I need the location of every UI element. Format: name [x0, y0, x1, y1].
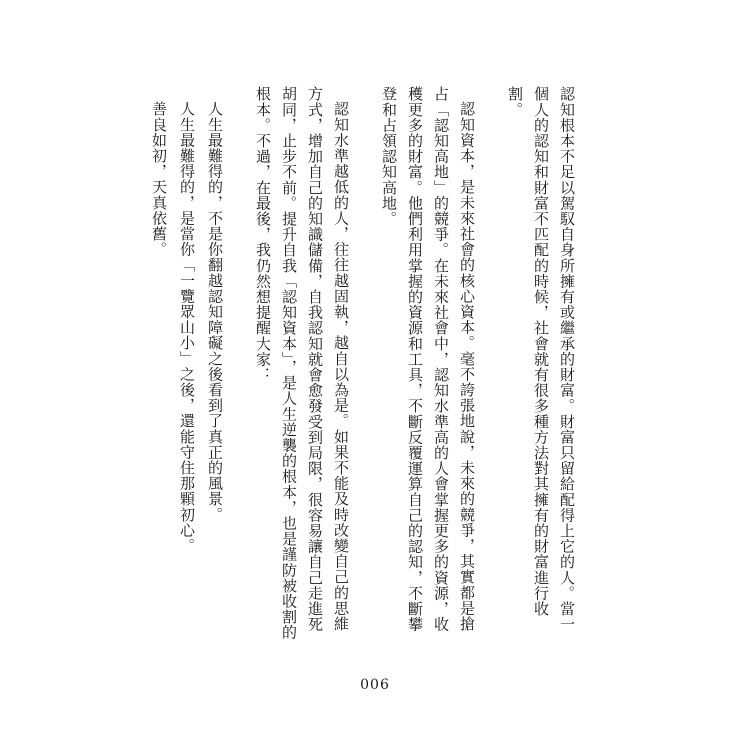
paragraph-6: 善良如初，天真依舊。	[150, 101, 168, 257]
paragraph-3: 認知水準越低的人，往往越固執，越自以為是。如果不能及時改變自己的思維方式，增加自己的知識儲備，自我認知就會愈發受到局限，很容易讓自己走進死胡同，止步不前。提升自我「認知資本」，是人生逆襲的根本，也是謹防被收割的根本。不過，在最後，我仍然想提醒大家：	[254, 86, 350, 641]
paragraph-2: 認知資本，是未來社會的核心資本。毫不誇張地說，未來的競爭，其實都是搶占「認知高地」的競爭。在未來社會中，認知水準高的人會掌握更多的資源，收穫更多的財富。他們利用掌握的資源和工具，不斷反覆運算自己的認知，不斷攀登和占領認知高地。	[380, 86, 476, 632]
paragraph-1: 認知根本不足以駕馭自身所擁有或繼承的財富。財富只留給配得上它的人。當一個人的認知和財富不匹配的時候，社會就有很多種方法對其擁有的財富進行收割。	[506, 86, 576, 632]
body-text	[144, 86, 580, 646]
paragraph-4: 人生最難得的，不是你翻越認知障礙之後看到了真正的風景。	[206, 101, 224, 523]
paragraph-5: 人生最難得的，是當你「一覽眾山小」之後，還能守住那顆初心。	[178, 101, 196, 554]
page-number: 006	[360, 677, 390, 693]
